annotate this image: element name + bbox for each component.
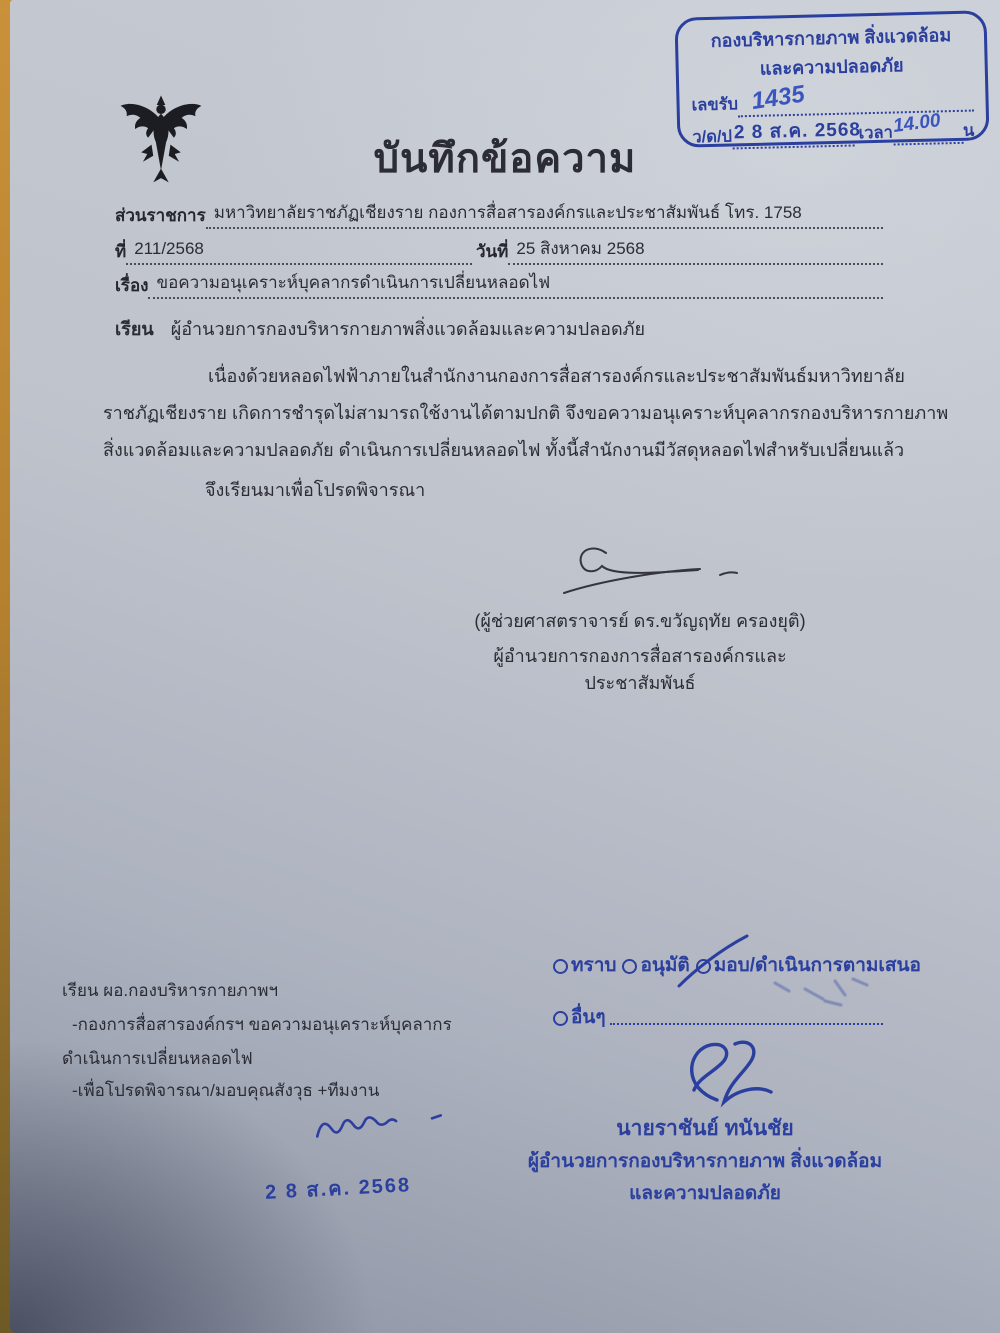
checkbox-acknowledge — [553, 959, 568, 974]
sender-position: ผู้อำนวยการกองการสื่อสารองค์กรและประชาสัมพันธ์ — [493, 646, 787, 693]
doc-date-label: วันที่ — [476, 242, 509, 261]
checkbox-other — [553, 1011, 568, 1026]
receive-time-handwritten: 14.00 — [891, 109, 942, 137]
approver-position-line2: และความปลอดภัย — [629, 1183, 781, 1204]
approver-name: นายราชันย์ ทนันชัย — [616, 1117, 794, 1140]
doc-date-value: 25 สิงหาคม 2568 — [508, 236, 883, 265]
approval-option-assign: มอบ/ดำเนินการตามเสนอ — [713, 955, 921, 976]
receive-number-handwritten: 1435 — [750, 80, 807, 116]
doc-number-label: ที่ — [115, 242, 127, 261]
received-stamp — [674, 10, 989, 148]
form-row-agency — [115, 200, 883, 229]
salutation-label: เรียน — [115, 319, 154, 339]
routing-line3: -เพื่อโปรดพิจารณา/มอบคุณสังวุธ +ทีมงาน — [72, 1081, 380, 1100]
receive-time-suffix: น — [962, 121, 975, 140]
garuda-emblem-icon — [118, 92, 204, 192]
received-stamp-org-line1: กองบริหารกายภาพ สิ่งแวดล้อม — [710, 25, 952, 51]
form-row-number-date — [115, 236, 883, 265]
form-row-subject — [115, 270, 883, 299]
received-stamp-org-line2: และความปลอดภัย — [759, 55, 904, 79]
approval-tick-mark — [635, 928, 760, 994]
sender-signature — [550, 543, 765, 601]
receive-date-line — [732, 119, 862, 149]
paragraph-line: เนื่องด้วยหลอดไฟฟ้าภายในสำนักงานกองการสื่อสารองค์กรและประชาสัมพันธ์มหาวิทยาลัย — [208, 366, 905, 386]
routing-line1: -กองการสื่อสารองค์กรฯ ขอความอนุเคราะห์บุคลากร — [72, 1015, 452, 1034]
approver-signature — [675, 1038, 805, 1110]
subject-value: ขอความอนุเคราะห์บุคลากรดำเนินการเปลี่ยนหลอดไฟ — [148, 270, 883, 299]
approval-other-row — [553, 1002, 883, 1032]
receive-date-label: ว/ด/ป — [692, 127, 733, 147]
paragraph-line: สิ่งแวดล้อมและความปลอดภัย ดำเนินการเปลี่ยนหลอดไฟ ทั้งนี้สำนักงานมีวัสดุหลอดไฟสำหรับเปลี่ยนแล้ว — [103, 440, 905, 460]
doc-number-value: 211/2568 — [126, 236, 472, 265]
subject-label: เรื่อง — [115, 276, 149, 295]
agency-label: ส่วนราชการ — [115, 206, 206, 225]
routing-date-stamp: 2 8 ส.ค. 2568 — [264, 1174, 412, 1204]
approval-other-line — [610, 1009, 883, 1025]
approval-option-approve: อนุมัติ — [640, 955, 690, 976]
salutation — [115, 316, 645, 343]
agency-value: มหาวิทยาลัยราชภัฏเชียงราย กองการสื่อสารองค์กรและประชาสัมพันธ์ โทร. 1758 — [206, 200, 883, 229]
receive-date-stamp: 2 8 ส.ค. 2568 — [733, 119, 862, 144]
routing-to: เรียน ผอ.กองบริหารกายภาพฯ — [62, 981, 279, 1000]
closing-line: จึงเรียนมาเพื่อโปรดพิจารณา — [205, 480, 426, 500]
routing-line2: ดำเนินการเปลี่ยนหลอดไฟ — [62, 1049, 253, 1068]
receive-time-label: เวลา — [858, 123, 894, 143]
approver-position-line1: ผู้อำนวยการกองบริหารกายภาพ สิ่งแวดล้อม — [527, 1151, 883, 1172]
paragraph-line: ราชภัฏเชียงราย เกิดการชำรุดไม่สามารถใช้งานได้ตามปกติ จึงขอความอนุเคราะห์บุคลากรกองบริหารกายภาพ — [103, 403, 949, 423]
approval-option-other: อื่นๆ — [571, 1007, 606, 1028]
approval-option-acknowledge: ทราบ — [571, 955, 617, 976]
receive-number-label: เลขรับ — [691, 95, 739, 115]
memo-title: บันทึกข้อความ — [373, 137, 637, 181]
salutation-value: ผู้อำนวยการกองบริหารกายภาพสิ่งแวดล้อมและความปลอดภัย — [170, 319, 646, 339]
memo-page — [10, 0, 1000, 1333]
receive-time-line — [891, 109, 964, 146]
sender-name: (ผู้ช่วยศาสตราจารย์ ดร.ขวัญฤทัย ครองยุติ) — [474, 611, 806, 631]
